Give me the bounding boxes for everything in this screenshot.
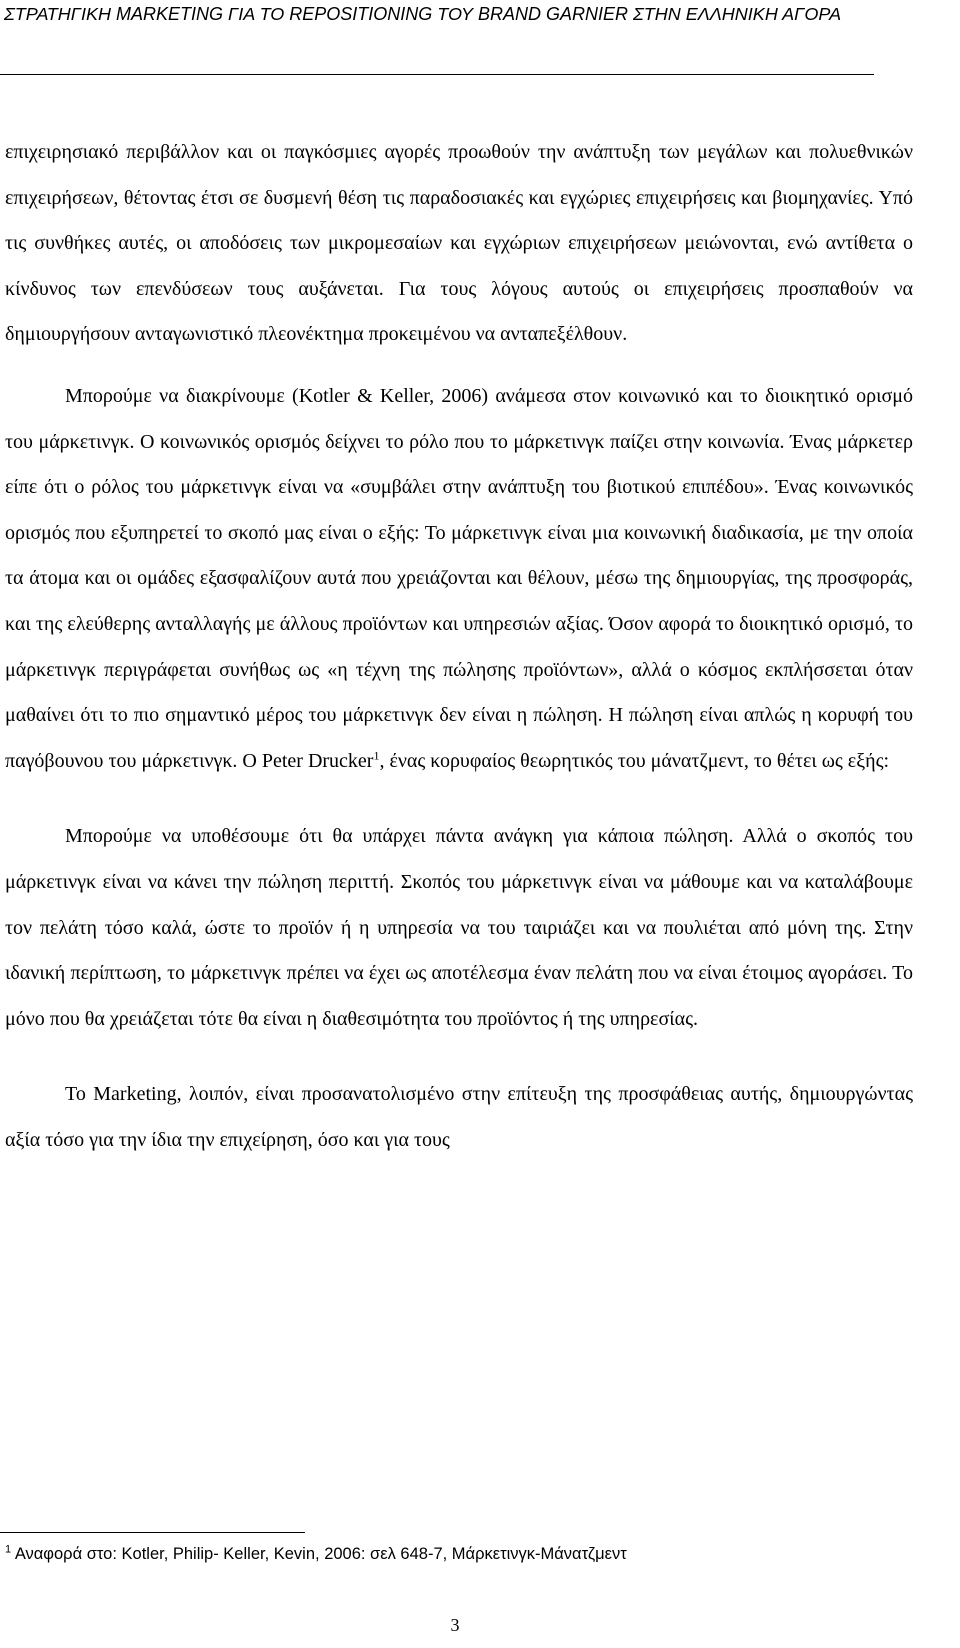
paragraph-2 — [5, 374, 913, 784]
header-divider — [0, 74, 874, 75]
paragraph-2-text: Μπορούμε να διακρίνουμε (Kotler & Keller, 2006) ανάμεσα στον κοινωνικό και το διοικητικό ορισμό του μάρκετινγκ. Ο κοινωνικός ορισμός δείχνει το ρόλο που το μάρκετινγκ παίζει στην κοινωνία. Ένας μάρκετερ είπε ότι ο ρόλος του μάρκετινγκ είναι να «συμβάλει στην ανάπτυξη του βιοτικού επιπέδου». Ένας κοινωνικός ορισμός που εξυπηρετεί το σκοπό μας είναι ο εξής: Το μάρκετινγκ είναι μια κοινωνική διαδικασία, με την οποία τα άτομα και οι ομάδες εξασφαλίζουν αυτά που χρειάζονται και θέλουν, μέσω της δημιουργίας, της προσφοράς, και της ελεύθερης ανταλλαγής με άλλους προϊόντων και υπηρεσιών αξίας. Όσον αφορά το διοικητικό ορισμό, το μάρκετινγκ περιγράφεται συνήθως ως «η τέχνη της πώλησης προϊόντων», αλλά ο κόσμος εκπλήσσεται όταν μαθαίνει ότι το πιο σημαντικό μέρος του μάρκετινγκ δεν είναι η πώληση. Η πώληση είναι απλώς η κορυφή του παγόβουνου του μάρκετινγκ. Ο Peter Drucker — [5, 384, 913, 772]
header-title: ΣΤΡΑΤΗΓΙΚΗ MARKETING ΓΙΑ ΤΟ REPOSITIONING ΤΟΥ BRAND GARNIER ΣΤΗΝ ΕΛΛΗΝΙΚΗ ΑΓΟΡΑ — [4, 4, 842, 24]
footnote-reference[interactable]: 1 — [373, 748, 380, 763]
block-quote: Μπορούμε να υποθέσουμε ότι θα υπάρχει πάντα ανάγκη για κάποια πώληση. Αλλά ο σκοπός του μάρκετινγκ είναι να κάνει την πώληση περιττή. Σκοπός του μάρκετινγκ είναι να μάθουμε και να καταλάβουμε τον πελάτη τόσο καλά, ώστε το προϊόν ή η υπηρεσία να του ταιριάζει και να πουλιέται από μόνη της. Στην ιδανική περίπτωση, το μάρκετινγκ πρέπει να έχει ως αποτέλεσμα έναν πελάτη που να είναι έτοιμος αγοράσει. Το μόνο που θα χρειάζεται τότε θα είναι η διαθεσιμότητα του προϊόντος ή της υπηρεσίας. — [5, 825, 913, 1030]
footnote — [5, 1542, 915, 1566]
paragraph-1: επιχειρησιακό περιβάλλον και οι παγκόσμιες αγορές προωθούν την ανάπτυξη των μεγάλων και πολυεθνικών επιχειρήσεων, θέτοντας έτσι σε δυσμενή θέση τις παραδοσιακές και εγχώριες επιχειρήσεις και βιομηχανίες. Υπό τις συνθήκες αυτές, οι αποδόσεις των μικρομεσαίων και εγχώριων επιχειρήσεων μειώνονται, ενώ αντίθετα ο κίνδυνος των επενδύσεων τους αυξάνεται. Για τους λόγους αυτούς οι επιχειρήσεις προσπαθούν να δημιουργήσουν ανταγωνιστικό πλεονέκτημα προκειμένου να ανταπεξέλθουν. — [5, 141, 913, 346]
main-text — [5, 130, 913, 1163]
paragraph-3: Το Marketing, λοιπόν, είναι προσανατολισμένο στην επίτευξη της προσφάθειας αυτής, δημιουργώντας αξία τόσο για την ίδια την επιχείρηση, όσο και για τους — [5, 1083, 913, 1151]
paragraph-2-tail: , ένας κορυφαίος θεωρητικός του μάνατζμεντ, το θέτει ως εξής: — [379, 749, 890, 772]
footnote-number: 1 — [5, 1543, 12, 1556]
footnote-divider — [0, 1532, 305, 1533]
footnote-text: Αναφορά στο: Kotler, Philip- Keller, Kevin, 2006: σελ 648-7, Μάρκετινγκ-Μάνατζμεντ — [14, 1545, 627, 1563]
running-header — [4, 0, 904, 28]
page-number: 3 — [450, 1615, 460, 1635]
